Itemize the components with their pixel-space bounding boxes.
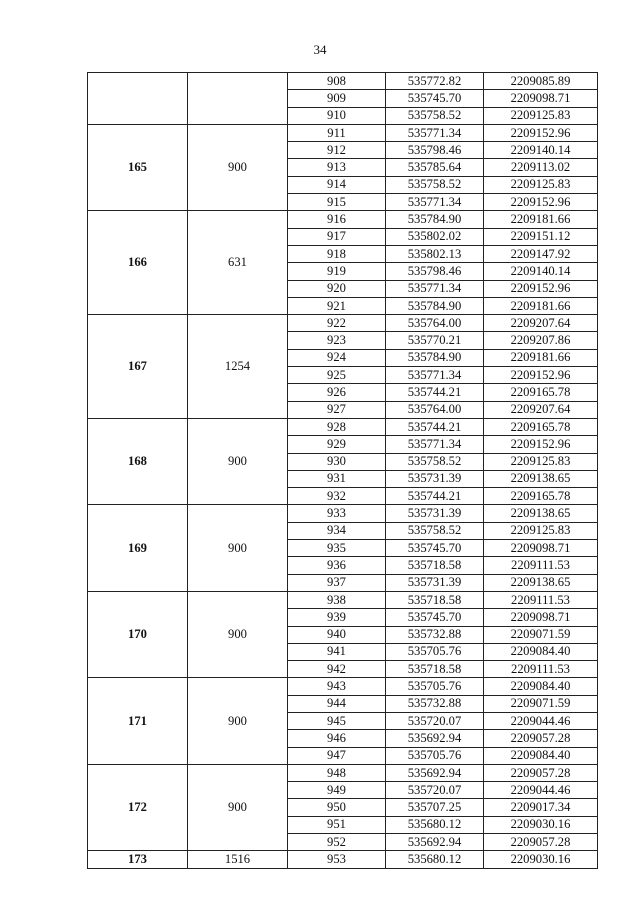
point-number-cell: 949 [288,782,386,799]
x-coordinate-cell: 535692.94 [386,730,484,747]
point-number-cell: 908 [288,73,386,90]
x-coordinate-cell: 535707.25 [386,799,484,816]
x-coordinate-cell: 535764.00 [386,401,484,418]
coordinates-table [87,72,598,869]
y-coordinate-cell: 2209165.78 [484,488,598,505]
y-coordinate-cell: 2209181.66 [484,297,598,314]
y-coordinate-cell: 2209057.28 [484,730,598,747]
y-coordinate-cell: 2209152.96 [484,367,598,384]
page-number: 34 [313,42,327,57]
y-coordinate-cell: 2209151.12 [484,228,598,245]
y-coordinate-cell: 2209044.46 [484,712,598,729]
y-coordinate-cell: 2209113.02 [484,159,598,176]
x-coordinate-cell: 535744.21 [386,384,484,401]
table-row [88,591,598,608]
y-coordinate-cell: 2209165.78 [484,384,598,401]
parcel-number-cell [88,73,188,125]
y-coordinate-cell: 2209152.96 [484,280,598,297]
x-coordinate-cell: 535771.34 [386,367,484,384]
y-coordinate-cell: 2209181.66 [484,211,598,228]
x-coordinate-cell: 535798.46 [386,263,484,280]
point-number-cell: 928 [288,418,386,435]
point-number-cell: 943 [288,678,386,695]
point-number-cell: 919 [288,263,386,280]
coordinates-table-body [88,73,598,869]
point-number-cell: 947 [288,747,386,764]
parcel-number-cell: 172 [88,764,188,850]
parcel-area-cell: 900 [188,124,288,210]
x-coordinate-cell: 535718.58 [386,591,484,608]
x-coordinate-cell: 535758.52 [386,176,484,193]
parcel-area-cell: 900 [188,678,288,764]
x-coordinate-cell: 535680.12 [386,851,484,868]
y-coordinate-cell: 2209152.96 [484,124,598,141]
x-coordinate-cell: 535784.90 [386,297,484,314]
point-number-cell: 950 [288,799,386,816]
point-number-cell: 948 [288,764,386,781]
parcel-number-cell: 171 [88,678,188,764]
point-number-cell: 930 [288,453,386,470]
y-coordinate-cell: 2209125.83 [484,453,598,470]
y-coordinate-cell: 2209057.28 [484,764,598,781]
y-coordinate-cell: 2209140.14 [484,142,598,159]
y-coordinate-cell: 2209098.71 [484,540,598,557]
point-number-cell: 926 [288,384,386,401]
parcel-number-cell: 170 [88,591,188,677]
x-coordinate-cell: 535745.70 [386,609,484,626]
x-coordinate-cell: 535802.13 [386,245,484,262]
y-coordinate-cell: 2209085.89 [484,73,598,90]
y-coordinate-cell: 2209125.83 [484,522,598,539]
point-number-cell: 945 [288,712,386,729]
y-coordinate-cell: 2209207.86 [484,332,598,349]
point-number-cell: 931 [288,470,386,487]
x-coordinate-cell: 535744.21 [386,418,484,435]
y-coordinate-cell: 2209138.65 [484,470,598,487]
y-coordinate-cell: 2209147.92 [484,245,598,262]
table-row [88,764,598,781]
x-coordinate-cell: 535692.94 [386,764,484,781]
parcel-area-cell: 900 [188,591,288,677]
y-coordinate-cell: 2209084.40 [484,747,598,764]
x-coordinate-cell: 535770.21 [386,332,484,349]
point-number-cell: 942 [288,661,386,678]
point-number-cell: 921 [288,297,386,314]
parcel-number-cell: 167 [88,315,188,419]
y-coordinate-cell: 2209125.83 [484,107,598,124]
y-coordinate-cell: 2209140.14 [484,263,598,280]
parcel-area-cell [188,73,288,125]
x-coordinate-cell: 535764.00 [386,315,484,332]
point-number-cell: 937 [288,574,386,591]
point-number-cell: 911 [288,124,386,141]
y-coordinate-cell: 2209111.53 [484,557,598,574]
x-coordinate-cell: 535798.46 [386,142,484,159]
parcel-number-cell: 165 [88,124,188,210]
x-coordinate-cell: 535720.07 [386,712,484,729]
x-coordinate-cell: 535744.21 [386,488,484,505]
y-coordinate-cell: 2209138.65 [484,574,598,591]
point-number-cell: 918 [288,245,386,262]
x-coordinate-cell: 535731.39 [386,505,484,522]
x-coordinate-cell: 535758.52 [386,453,484,470]
x-coordinate-cell: 535718.58 [386,661,484,678]
x-coordinate-cell: 535785.64 [386,159,484,176]
y-coordinate-cell: 2209138.65 [484,505,598,522]
point-number-cell: 940 [288,626,386,643]
table-row [88,851,598,868]
point-number-cell: 927 [288,401,386,418]
parcel-area-cell: 900 [188,764,288,850]
table-row [88,211,598,228]
x-coordinate-cell: 535802.02 [386,228,484,245]
x-coordinate-cell: 535705.76 [386,643,484,660]
x-coordinate-cell: 535784.90 [386,349,484,366]
x-coordinate-cell: 535784.90 [386,211,484,228]
y-coordinate-cell: 2209181.66 [484,349,598,366]
table-row [88,315,598,332]
y-coordinate-cell: 2209057.28 [484,834,598,851]
point-number-cell: 946 [288,730,386,747]
y-coordinate-cell: 2209084.40 [484,678,598,695]
parcel-area-cell: 1516 [188,851,288,868]
point-number-cell: 910 [288,107,386,124]
y-coordinate-cell: 2209098.71 [484,609,598,626]
point-number-cell: 935 [288,540,386,557]
point-number-cell: 938 [288,591,386,608]
x-coordinate-cell: 535732.88 [386,695,484,712]
y-coordinate-cell: 2209017.34 [484,799,598,816]
point-number-cell: 952 [288,834,386,851]
parcel-number-cell: 168 [88,418,188,504]
table-row [88,124,598,141]
parcel-number-cell: 169 [88,505,188,591]
point-number-cell: 916 [288,211,386,228]
point-number-cell: 925 [288,367,386,384]
point-number-cell: 912 [288,142,386,159]
y-coordinate-cell: 2209111.53 [484,661,598,678]
parcel-area-cell: 900 [188,505,288,591]
x-coordinate-cell: 535758.52 [386,522,484,539]
table-row [88,73,598,90]
point-number-cell: 913 [288,159,386,176]
point-number-cell: 939 [288,609,386,626]
y-coordinate-cell: 2209030.16 [484,851,598,868]
y-coordinate-cell: 2209071.59 [484,626,598,643]
x-coordinate-cell: 535758.52 [386,107,484,124]
x-coordinate-cell: 535732.88 [386,626,484,643]
point-number-cell: 944 [288,695,386,712]
x-coordinate-cell: 535680.12 [386,816,484,833]
point-number-cell: 922 [288,315,386,332]
point-number-cell: 915 [288,194,386,211]
point-number-cell: 917 [288,228,386,245]
parcel-area-cell: 900 [188,418,288,504]
point-number-cell: 951 [288,816,386,833]
y-coordinate-cell: 2209084.40 [484,643,598,660]
y-coordinate-cell: 2209044.46 [484,782,598,799]
x-coordinate-cell: 535771.34 [386,280,484,297]
y-coordinate-cell: 2209165.78 [484,418,598,435]
parcel-area-cell: 631 [188,211,288,315]
y-coordinate-cell: 2209098.71 [484,90,598,107]
y-coordinate-cell: 2209152.96 [484,436,598,453]
point-number-cell: 923 [288,332,386,349]
point-number-cell: 932 [288,488,386,505]
x-coordinate-cell: 535771.34 [386,436,484,453]
table-row [88,678,598,695]
y-coordinate-cell: 2209207.64 [484,315,598,332]
x-coordinate-cell: 535692.94 [386,834,484,851]
point-number-cell: 920 [288,280,386,297]
y-coordinate-cell: 2209207.64 [484,401,598,418]
x-coordinate-cell: 535705.76 [386,678,484,695]
point-number-cell: 914 [288,176,386,193]
point-number-cell: 909 [288,90,386,107]
point-number-cell: 941 [288,643,386,660]
table-row [88,505,598,522]
x-coordinate-cell: 535745.70 [386,90,484,107]
x-coordinate-cell: 535745.70 [386,540,484,557]
y-coordinate-cell: 2209152.96 [484,194,598,211]
point-number-cell: 934 [288,522,386,539]
point-number-cell: 924 [288,349,386,366]
x-coordinate-cell: 535720.07 [386,782,484,799]
x-coordinate-cell: 535731.39 [386,470,484,487]
y-coordinate-cell: 2209125.83 [484,176,598,193]
point-number-cell: 953 [288,851,386,868]
y-coordinate-cell: 2209030.16 [484,816,598,833]
x-coordinate-cell: 535772.82 [386,73,484,90]
y-coordinate-cell: 2209071.59 [484,695,598,712]
y-coordinate-cell: 2209111.53 [484,591,598,608]
x-coordinate-cell: 535705.76 [386,747,484,764]
point-number-cell: 933 [288,505,386,522]
x-coordinate-cell: 535718.58 [386,557,484,574]
table-row [88,418,598,435]
parcel-number-cell: 173 [88,851,188,868]
x-coordinate-cell: 535771.34 [386,124,484,141]
point-number-cell: 929 [288,436,386,453]
point-number-cell: 936 [288,557,386,574]
x-coordinate-cell: 535731.39 [386,574,484,591]
x-coordinate-cell: 535771.34 [386,194,484,211]
parcel-area-cell: 1254 [188,315,288,419]
parcel-number-cell: 166 [88,211,188,315]
